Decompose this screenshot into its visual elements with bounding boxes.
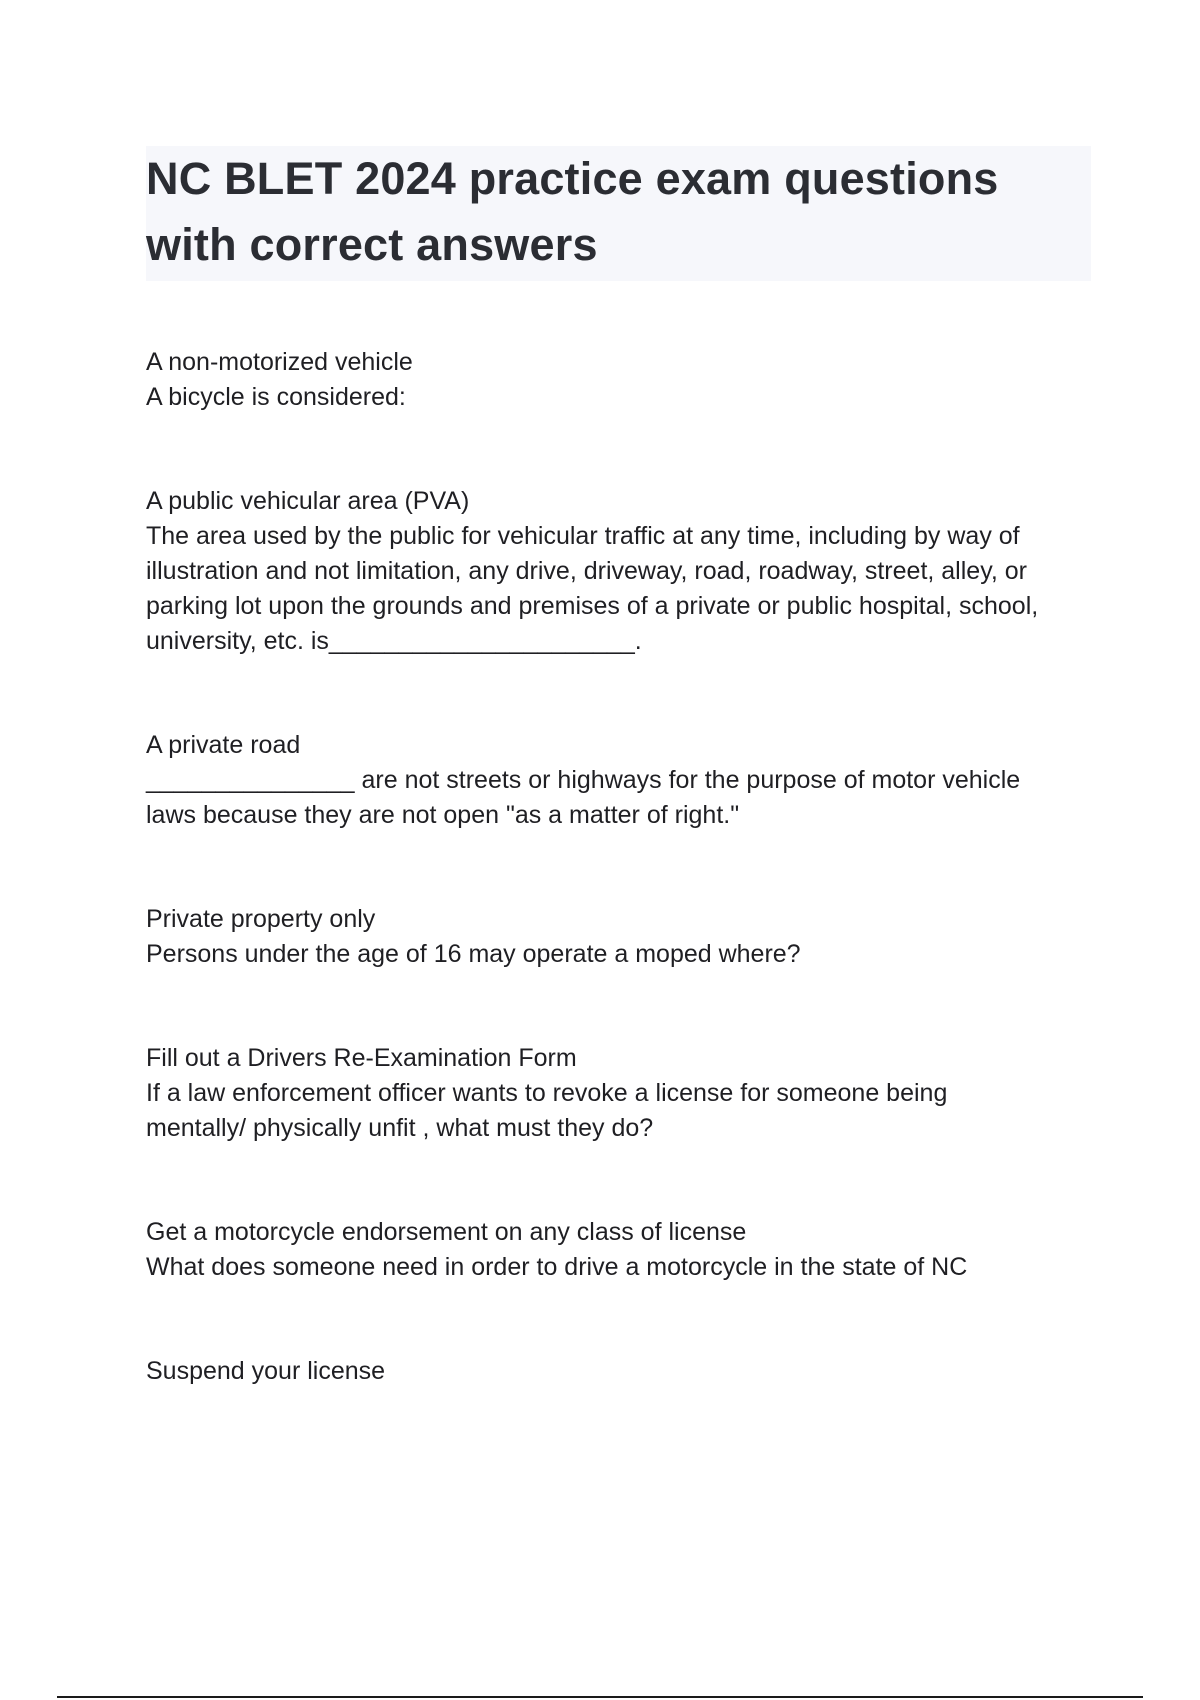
answer-text: Private property only [146,905,376,933]
qa-item [146,345,1106,415]
question-text: university, etc. is______________________. [146,627,642,655]
question-text: mentally/ physically unfit , what must they do? [146,1114,654,1142]
qa-item [146,1215,1106,1285]
question-text: illustration and not limitation, any drive, driveway, road, roadway, street, alley, or [146,557,1027,585]
page-title [146,146,999,278]
answer-text: A public vehicular area (PVA) [146,487,470,515]
question-text: laws because they are not open "as a matter of right." [146,801,740,829]
bottom-divider [57,1696,1143,1698]
answer-text: Fill out a Drivers Re-Examination Form [146,1044,577,1072]
qa-item [146,1354,1106,1389]
question-text: What does someone need in order to drive a motorcycle in the state of NC [146,1253,968,1281]
question-text: _______________ are not streets or highways for the purpose of motor vehicle [146,766,1021,794]
question-text: Persons under the age of 16 may operate a moped where? [146,940,801,968]
qa-item [146,728,1106,833]
question-text: parking lot upon the grounds and premises of a private or public hospital, school, [146,592,1039,620]
question-text: If a law enforcement officer wants to revoke a license for someone being [146,1079,948,1107]
qa-item [146,1041,1106,1146]
answer-text: A private road [146,731,301,759]
answer-text: A non-motorized vehicle [146,348,413,376]
title-line-2: with correct answers [146,219,598,270]
qa-item [146,902,1106,972]
qa-item [146,484,1106,659]
title-line-1: NC BLET 2024 practice exam questions [146,153,999,204]
question-text: A bicycle is considered: [146,383,406,411]
title-block [146,146,1091,281]
answer-text: Suspend your license [146,1357,386,1385]
answer-text: Get a motorcycle endorsement on any class of license [146,1218,747,1246]
question-text: The area used by the public for vehicular traffic at any time, including by way of [146,522,1020,550]
